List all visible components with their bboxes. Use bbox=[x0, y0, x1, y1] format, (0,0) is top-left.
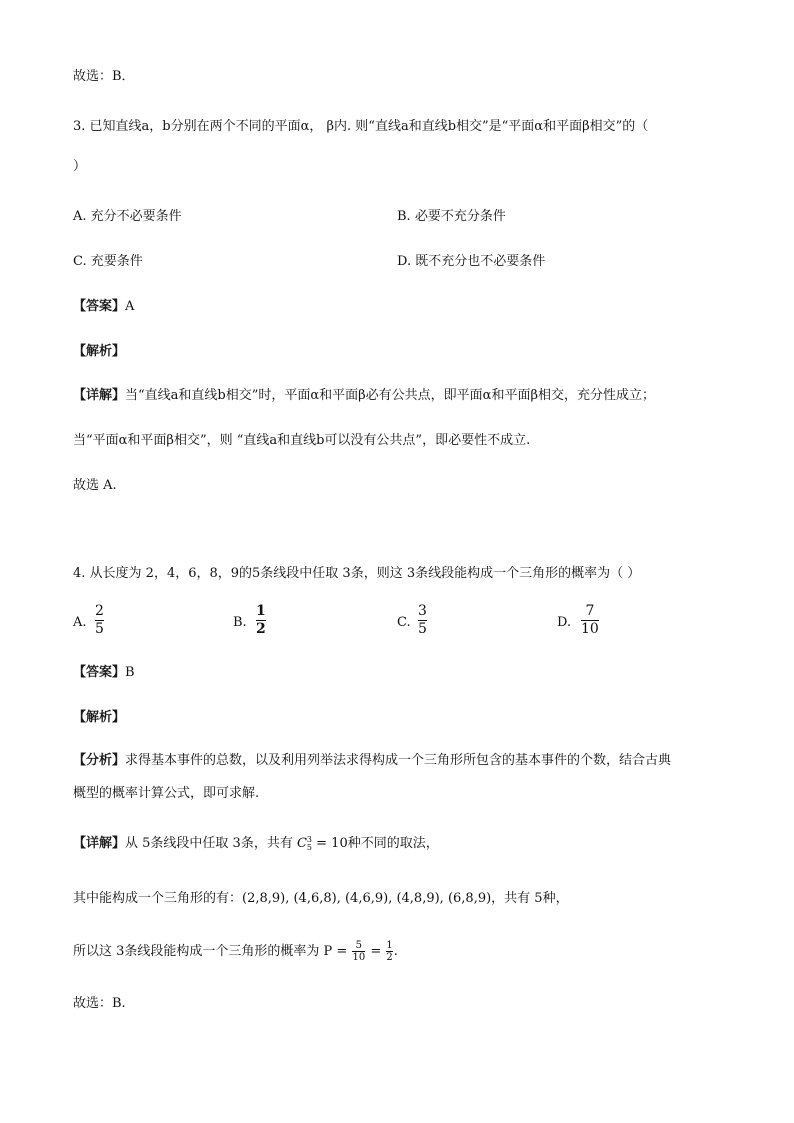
q4-option-c-label: C. bbox=[397, 615, 411, 630]
q2-conclusion: 故选：B． bbox=[73, 69, 135, 84]
q3-option-b: B. 必要不充分条件 bbox=[397, 209, 506, 224]
denominator: 10 bbox=[581, 621, 599, 637]
numerator: 7 bbox=[585, 603, 595, 619]
detail-text-post: = 10种不同的取法， bbox=[312, 836, 439, 851]
q4-detail-line2: 其中能构成一个三角形的有：(2,8,9), (4,6,8), (4,6,9), (4,8,9), (6,8,9)，共有 5种， bbox=[73, 891, 569, 906]
probability-fraction-2 bbox=[386, 940, 392, 963]
q3-detail-line1 bbox=[73, 387, 655, 405]
detail-text-pre: 从 5条线段中任取 3条，共有 bbox=[125, 836, 297, 851]
q4-option-a-label: A. bbox=[73, 615, 87, 630]
combination-symbol: C bbox=[296, 836, 307, 851]
q4-analysis-line1 bbox=[73, 752, 671, 770]
denominator: 5 bbox=[95, 621, 104, 637]
q3-detail-line2: 当“平面α和平面β相交”，则 “直线a和直线b可以没有公共点”，即必要性不成立. bbox=[73, 433, 531, 448]
q3-stem-line1: 3. 已知直线a，b分别在两个不同的平面α， β内. 则“直线a和直线b相交”是“平面α和平面β相交”的（ bbox=[73, 119, 649, 134]
combination-sup: 3 bbox=[306, 834, 313, 844]
denominator: 10 bbox=[352, 952, 366, 963]
q3-option-c: C. 充要条件 bbox=[73, 254, 143, 269]
q4-detail-line3 bbox=[73, 940, 398, 963]
detail-label: 【详解】 bbox=[73, 836, 126, 851]
detail-text: 当“直线a和直线b相交”时，平面α和平面β必有公共点，即平面α和平面β相交，充分性成立； bbox=[125, 388, 655, 403]
q4-answer bbox=[73, 664, 135, 682]
numerator: 2 bbox=[95, 603, 104, 619]
answer-value: B bbox=[125, 665, 135, 680]
q3-option-a: A. 充分不必要条件 bbox=[73, 209, 182, 224]
q4-analysis-line2: 概型的概率计算公式，即可求解. bbox=[73, 786, 260, 801]
q4-option-a-fraction bbox=[95, 604, 104, 637]
q4-option-b-fraction bbox=[256, 604, 266, 637]
numerator: 1 bbox=[386, 940, 393, 951]
q4-detail-line1 bbox=[73, 835, 439, 853]
denominator: 2 bbox=[256, 621, 266, 637]
analysis-text: 求得基本事件的总数，以及利用列举法求得构成一个三角形所包含的基本事件的个数，结合古典 bbox=[125, 753, 672, 768]
q4-stem: 4. 从长度为 2，4，6，8，9的5条线段中任取 3条，则这 3条线段能构成一个三角形的概率为（ ） bbox=[73, 566, 641, 581]
q3-option-d: D. 既不充分也不必要条件 bbox=[397, 254, 546, 269]
answer-value: A bbox=[125, 299, 135, 314]
q3-conclusion: 故选 A. bbox=[73, 478, 117, 493]
denominator: 2 bbox=[386, 952, 393, 963]
answer-label: 【答案】 bbox=[73, 665, 126, 680]
q4-option-b-label: B. bbox=[233, 615, 247, 630]
answer-label: 【答案】 bbox=[73, 299, 126, 314]
period: . bbox=[393, 944, 398, 959]
detail-label: 【详解】 bbox=[73, 388, 126, 403]
q3-stem-line2: ） bbox=[73, 159, 87, 174]
q4-conclusion: 故选：B. bbox=[73, 996, 126, 1011]
q4-analysis-label: 【解析】 bbox=[73, 710, 126, 725]
numerator: 3 bbox=[418, 603, 427, 619]
combination-sub: 5 bbox=[306, 842, 313, 852]
q3-answer bbox=[73, 298, 134, 316]
analysis-tag: 【分析】 bbox=[73, 753, 126, 768]
denominator: 5 bbox=[418, 621, 427, 637]
numerator: 1 bbox=[256, 603, 266, 619]
q4-option-d-fraction bbox=[581, 604, 599, 637]
q4-option-d-label: D. bbox=[557, 615, 572, 630]
probability-fraction-1 bbox=[352, 940, 365, 963]
q4-option-c-fraction bbox=[418, 604, 427, 637]
numerator: 5 bbox=[355, 940, 362, 951]
equals-sign: = bbox=[366, 944, 386, 959]
detail-text-pre: 所以这 3条线段能构成一个三角形的概率为 P = bbox=[73, 944, 352, 959]
q3-analysis-label: 【解析】 bbox=[73, 344, 126, 359]
